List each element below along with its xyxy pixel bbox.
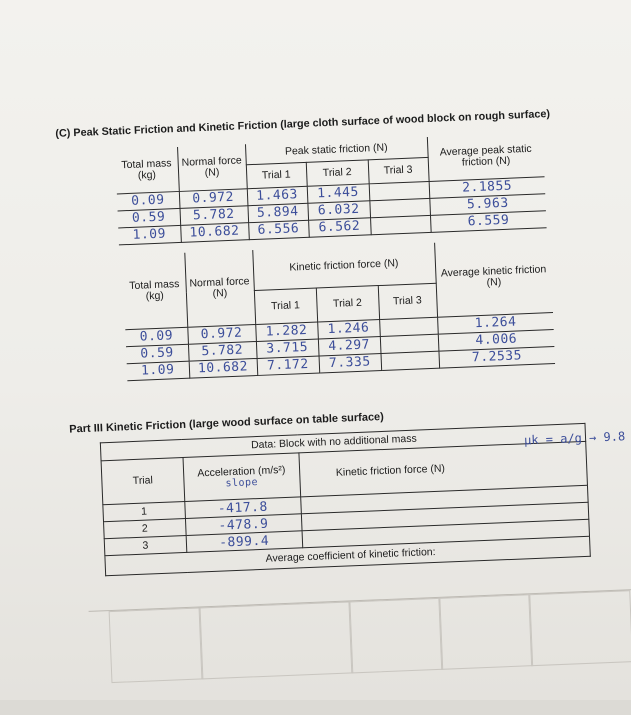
kinetic-header-trial1: Trial 1 [254, 288, 317, 324]
kinetic-mass-cell: 0.09 [125, 327, 188, 346]
kinetic-header-average: Average kinetic friction (N) [434, 238, 553, 317]
static-mass-cell: 1.09 [118, 225, 181, 244]
faint-cell [438, 594, 533, 670]
static-normal-cell: 10.682 [180, 222, 249, 242]
part3-acc-cell: -899.4 [186, 531, 302, 553]
static-header-average: Average peak static friction (N) [427, 132, 545, 181]
faint-cell [348, 598, 443, 674]
static-trial2-cell: 1.445 [307, 183, 370, 202]
static-header-normal-force: Normal force (N) [177, 144, 247, 191]
static-average-cell: 5.963 [429, 193, 546, 215]
kinetic-trial2-cell: 4.297 [318, 336, 381, 355]
kinetic-mass-cell: 1.09 [127, 361, 190, 380]
static-average-cell: 6.559 [430, 210, 547, 232]
faint-cell [199, 601, 354, 679]
section-c-title: (C) Peak Static Friction and Kinetic Friction (large cloth surface of wood block on rough surface) [55, 108, 551, 140]
part3-average-label: Average coefficient of kinetic friction: [105, 536, 590, 575]
kinetic-trial2-cell: 1.246 [317, 319, 380, 338]
static-header-peak-static: Peak static friction (N) [245, 137, 428, 164]
static-trial2-cell: 6.562 [308, 217, 371, 236]
static-mass-cell: 0.09 [117, 191, 180, 210]
kinetic-header-normal-force: Normal force (N) [184, 250, 255, 327]
part3-header-kinetic-force: Kinetic friction force (N) [299, 441, 588, 496]
static-trial1-cell: 5.894 [247, 203, 308, 222]
part3-table [100, 423, 591, 576]
part3-trial-cell: 2 [104, 518, 186, 538]
part3-acc-cell: -417.8 [185, 497, 301, 519]
static-trial3-cell [370, 215, 431, 234]
part3-header-acceleration [183, 453, 301, 502]
kinetic-normal-cell: 0.972 [187, 324, 256, 344]
kinetic-mass-cell: 0.59 [126, 344, 189, 363]
static-trial2-cell: 6.032 [307, 200, 370, 219]
static-trial1-cell: 6.556 [248, 220, 309, 239]
part3-trial-cell: 3 [104, 535, 186, 555]
kinetic-normal-cell: 5.782 [188, 341, 257, 361]
kinetic-header-force: Kinetic friction force (N) [252, 243, 435, 290]
part3-title: Part III Kinetic Friction (large wood surface on table surface) [69, 410, 385, 436]
kinetic-average-cell: 1.264 [437, 312, 554, 334]
kinetic-normal-cell: 10.682 [189, 358, 258, 378]
part3-header-acceleration-label: Acceleration (m/s²) [197, 463, 286, 479]
part3-subheader: Data: Block with no additional mass [100, 423, 585, 460]
kinetic-average-cell: 4.006 [438, 329, 555, 351]
faint-cell [528, 590, 631, 666]
part3-header-trial: Trial [101, 458, 185, 505]
static-average-cell: 2.1855 [429, 176, 546, 198]
kinetic-header-trial2: Trial 2 [316, 285, 379, 321]
kinetic-average-cell: 7.2535 [438, 346, 555, 368]
part3-trial-cell: 1 [103, 501, 185, 521]
static-normal-cell: 0.972 [179, 188, 248, 208]
faint-cell [109, 607, 204, 683]
kinetic-trial1-cell: 3.715 [256, 339, 319, 358]
kinetic-trial3-cell [380, 351, 439, 370]
static-friction-table [115, 132, 546, 245]
faint-lower-table [89, 588, 631, 711]
kinetic-header-trial3: Trial 3 [378, 283, 437, 319]
static-trial1-cell: 1.463 [247, 186, 308, 205]
kinetic-trial1-cell: 1.282 [255, 322, 318, 341]
part3-acc-cell: -478.9 [185, 514, 301, 536]
static-header-trial3: Trial 3 [368, 157, 429, 183]
kinetic-header-total-mass: Total mass (kg) [122, 253, 187, 329]
part3-header-slope-note: slope [225, 476, 259, 489]
static-normal-cell: 5.782 [179, 205, 248, 225]
kinetic-trial1-cell: 7.172 [257, 356, 320, 375]
mu-k-note: μk = a/g → 9.8 [523, 429, 626, 448]
static-header-total-mass: Total mass (kg) [115, 147, 179, 193]
static-header-trial2: Trial 2 [306, 159, 369, 185]
static-header-trial1: Trial 1 [246, 162, 307, 188]
static-mass-cell: 0.59 [118, 208, 181, 227]
kinetic-trial2-cell: 7.335 [319, 353, 382, 372]
kinetic-friction-table [122, 238, 555, 381]
